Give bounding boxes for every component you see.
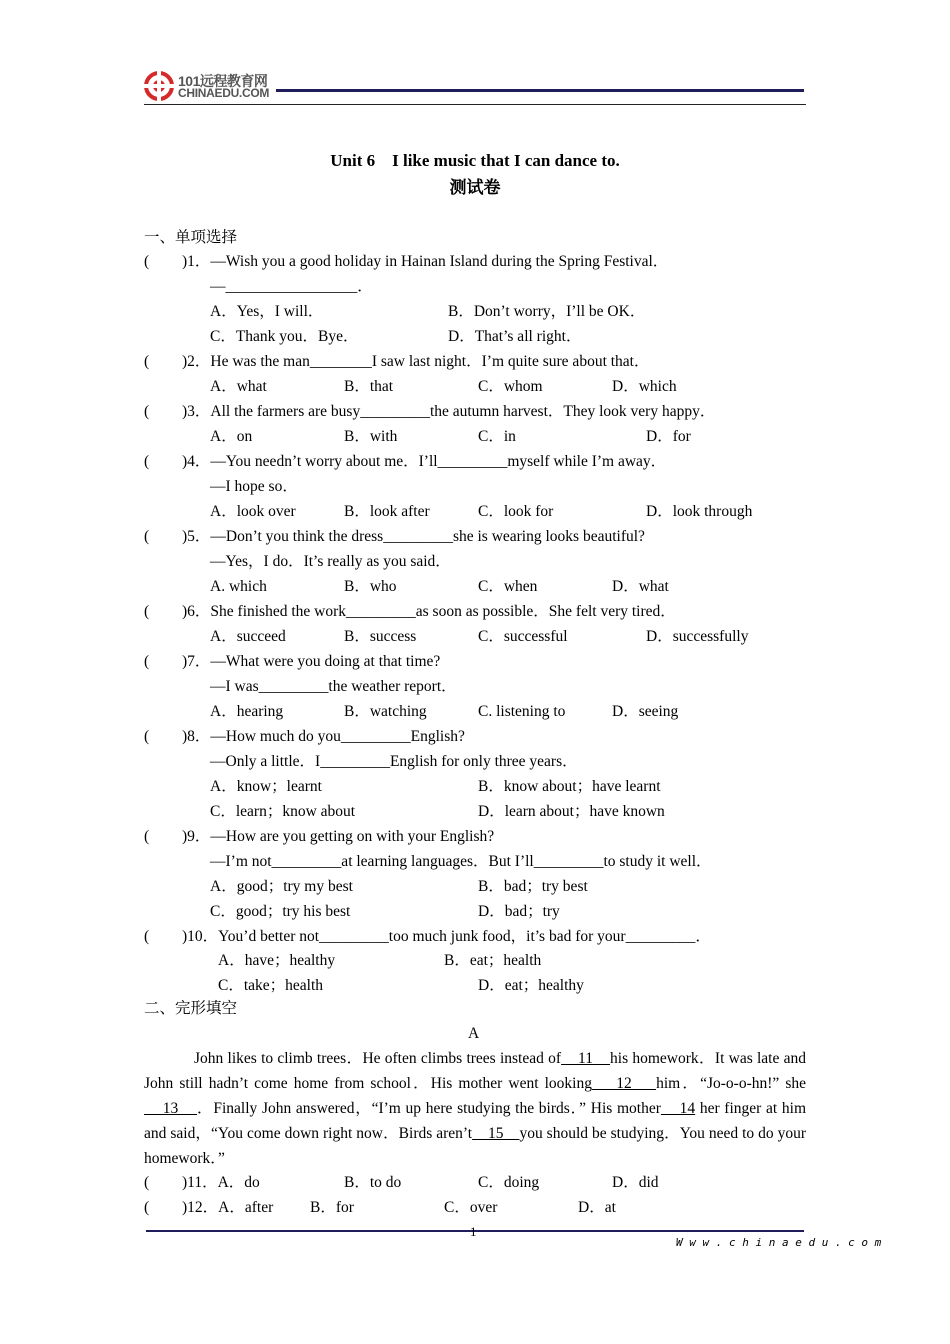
header-rule	[276, 89, 804, 92]
blank-number: 11	[561, 1050, 611, 1067]
blank-number: 15	[472, 1125, 520, 1142]
option-b: B．success	[344, 628, 417, 645]
option-c: C．in	[478, 428, 516, 445]
option-c: C．when	[478, 578, 538, 595]
option-c: C．doing	[478, 1174, 540, 1191]
option-b: D．That’s all right．	[448, 328, 582, 345]
answer-paren: (	[144, 528, 150, 545]
passage-text: his homework．It was late and John still hadn’t come home from school．His mother went looking	[144, 1050, 806, 1092]
answer-paren: (	[144, 653, 150, 670]
answer-paren: (	[144, 253, 150, 270]
answer-paren: (	[144, 1199, 150, 1216]
answer-paren: (	[144, 603, 150, 620]
option-a: A．on	[210, 428, 253, 445]
question-stem: )7．—What were you doing at that time?	[182, 653, 441, 670]
option-a: A．Yes，I will．	[210, 303, 324, 320]
option-b: B．eat；health	[444, 952, 542, 969]
dialogue-line: —I’m not_________at learning languages．But I’ll_________to study it well．	[210, 853, 712, 870]
header-divider	[144, 104, 806, 105]
answer-paren: (	[144, 728, 150, 745]
option-d: D．for	[646, 428, 691, 445]
option-b: B．that	[344, 378, 394, 395]
dialogue-line: —I was_________the weather report．	[210, 678, 457, 695]
option-d: D．seeing	[612, 703, 679, 720]
option-b: B．to do	[344, 1174, 402, 1191]
passage-text: John likes to climb trees．He often climbs trees instead of	[194, 1050, 562, 1067]
option-a: A．succeed	[210, 628, 286, 645]
question-option-a: )12．A．after	[182, 1199, 274, 1216]
blank-number: 13	[144, 1100, 198, 1117]
passage-text: you should be studying．You need to do your homework．”	[144, 1125, 807, 1167]
option-b: B．watching	[344, 703, 427, 720]
dialogue-line: —_________________．	[210, 278, 373, 295]
option-b: D．learn about；have known	[478, 803, 665, 820]
option-c: C. listening to	[478, 703, 566, 720]
option-b: B．with	[344, 428, 398, 445]
passage-text: ．Finally John answered，“I’m up here studying the birds．” His mother	[197, 1100, 661, 1117]
option-b: B．look after	[344, 503, 430, 520]
dialogue-line: —Only a little．I_________English for only three years．	[210, 753, 578, 770]
question-stem: )4．—You needn’t worry about me．I’ll_________myself while I’m away．	[182, 453, 667, 470]
option-c: C．look for	[478, 503, 554, 520]
cloze-passage	[144, 1046, 806, 1171]
passage-text: her finger at him and said，“You come down right now．Birds aren’t	[144, 1100, 807, 1142]
question-stem: )3．All the farmers are busy_________the autumn harvest．They look very happy．	[182, 403, 716, 420]
option-a: C．learn；know about	[210, 803, 356, 820]
option-d: D．look through	[646, 503, 753, 520]
page-title: Unit 6 I like music that I can dance to.	[330, 151, 620, 170]
logo-text-cn: 101远程教育网	[178, 73, 268, 89]
site-logo[interactable]	[144, 70, 274, 102]
option-b: D．bad；try	[478, 903, 560, 920]
option-b: D．eat；healthy	[478, 977, 584, 994]
logo-emblem-icon	[144, 71, 174, 101]
option-d: D．at	[578, 1199, 616, 1216]
answer-paren: (	[144, 1174, 150, 1191]
page-subtitle: 测试卷	[449, 178, 501, 197]
option-c: C．successful	[478, 628, 568, 645]
question-stem: )9．—How are you getting on with your English?	[182, 828, 495, 845]
blank-number: 14	[660, 1100, 696, 1117]
question-option-a: )11．A．do	[182, 1174, 260, 1191]
option-a: A．have；healthy	[218, 952, 336, 969]
answer-paren: (	[144, 403, 150, 420]
option-b: B．know about；have learnt	[478, 778, 661, 795]
option-a: A. which	[210, 578, 267, 595]
option-d: D．what	[612, 578, 669, 595]
option-a: A．good；try my best	[210, 878, 353, 895]
option-d: D．did	[612, 1174, 659, 1191]
option-c: C．over	[444, 1199, 498, 1216]
option-a: C．Thank you．Bye．	[210, 328, 359, 345]
dialogue-line: —I hope so．	[210, 478, 298, 495]
question-stem: )5．—Don’t you think the dress_________she is wearing looks beautiful?	[182, 528, 645, 545]
dialogue-line: —Yes，I do．It’s really as you said．	[210, 553, 451, 570]
question-stem: )8．—How much do you_________English?	[182, 728, 465, 745]
option-d: D．successfully	[646, 628, 749, 645]
answer-paren: (	[144, 453, 150, 470]
option-b: B．who	[344, 578, 397, 595]
option-d: D．which	[612, 378, 677, 395]
answer-paren: (	[144, 828, 150, 845]
option-b: B．bad；try best	[478, 878, 588, 895]
option-a: A．what	[210, 378, 267, 395]
blank-number: 12	[591, 1075, 657, 1092]
question-stem: )1．—Wish you a good holiday in Hainan Island during the Spring Festival．	[182, 253, 669, 270]
option-a: A．look over	[210, 503, 296, 520]
page-number: 1	[470, 1224, 477, 1239]
passage-text: him．“Jo-o-o-hn!” she	[656, 1075, 807, 1092]
section-heading: 一、单项选择	[144, 229, 238, 246]
question-stem: )6．She finished the work_________as soon as possible．She felt very tired．	[182, 603, 676, 620]
option-a: C．take；health	[218, 977, 324, 994]
answer-paren: (	[144, 353, 150, 370]
question-stem: )2．He was the man________I saw last night．I’m quite sure about that．	[182, 353, 650, 370]
option-b: B．for	[310, 1199, 354, 1216]
option-a: A．hearing	[210, 703, 284, 720]
question-stem: )10．You’d better not_________too much junk food，it’s bad for your_________．	[182, 928, 711, 945]
option-a: C．good；try his best	[210, 903, 351, 920]
answer-paren: (	[144, 928, 150, 945]
option-a: A．know；learnt	[210, 778, 322, 795]
logo-text-en: CHINAEDU.COM	[178, 86, 270, 100]
option-b: B．Don’t worry，I’ll be OK．	[448, 303, 646, 320]
footer-url[interactable]: W w w . c h i n a e d u . c o m	[676, 1236, 882, 1249]
passage-label: A	[468, 1025, 480, 1042]
option-c: C．whom	[478, 378, 543, 395]
section-heading: 二、完形填空	[144, 1000, 238, 1017]
